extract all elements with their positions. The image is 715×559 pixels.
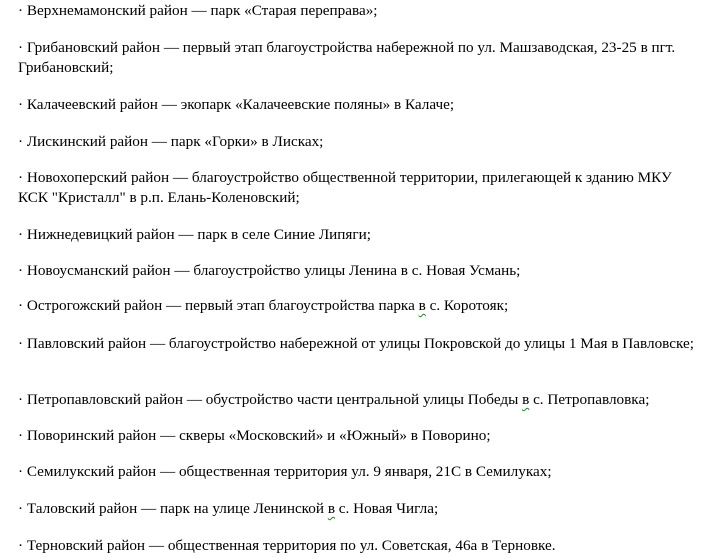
- list-item: · Павловский район — благоустройство набережной от улицы Покровской до улицы 1 Мая в Павловске;: [18, 335, 694, 352]
- list-item: · Лискинский район — парк «Горки» в Лисках;: [18, 133, 324, 150]
- list-item-text: с. Петропавловка;: [529, 391, 650, 408]
- list-item: · Новоусманский район — благоустройство улицы Ленина в с. Новая Усмань;: [18, 262, 521, 279]
- list-item: [18, 499, 438, 519]
- list-item: [18, 296, 508, 316]
- list-item: · Верхнемамонский район — парк «Старая переправа»;: [18, 2, 378, 19]
- list-item-text: · Острогожский район — первый этап благоустройства парка: [18, 297, 419, 314]
- spellcheck-mark: в: [522, 391, 530, 408]
- spellcheck-mark: в: [418, 297, 426, 314]
- list-item: [18, 390, 649, 410]
- spellcheck-mark: в: [327, 500, 335, 517]
- list-item-text: с. Новая Чигла;: [334, 500, 439, 517]
- list-item: · Калачеевский район — экопарк «Калачеевские поляны» в Калаче;: [18, 96, 455, 113]
- list-item: · Семилукский район — общественная территория ул. 9 января, 21С в Семилуках;: [18, 463, 552, 480]
- list-item: · Поворинский район — скверы «Московский» и «Южный» в Поворино;: [18, 427, 491, 444]
- list-item-text: · Петропавловский район — обустройство части центральной улицы Победы: [18, 391, 523, 408]
- list-item-text: с. Коротояк;: [425, 297, 509, 314]
- list-item: · Нижнедевицкий район — парк в селе Синие Липяги;: [18, 226, 371, 243]
- list-item: · Терновский район — общественная территория по ул. Советская, 46а в Терновке.: [18, 537, 556, 554]
- list-item-text: · Таловский район — парк на улице Ленинской: [18, 500, 328, 517]
- list-item: · Новохоперский район — благоустройство общественной территории, прилегающей к зданию МКУ КСК "Кристалл" в р.п. Елань-Коленовский;: [18, 169, 672, 206]
- list-item: · Грибановский район — первый этап благоустройства набережной по ул. Машзаводская, 23-25 в пгт. Грибановский;: [18, 39, 676, 76]
